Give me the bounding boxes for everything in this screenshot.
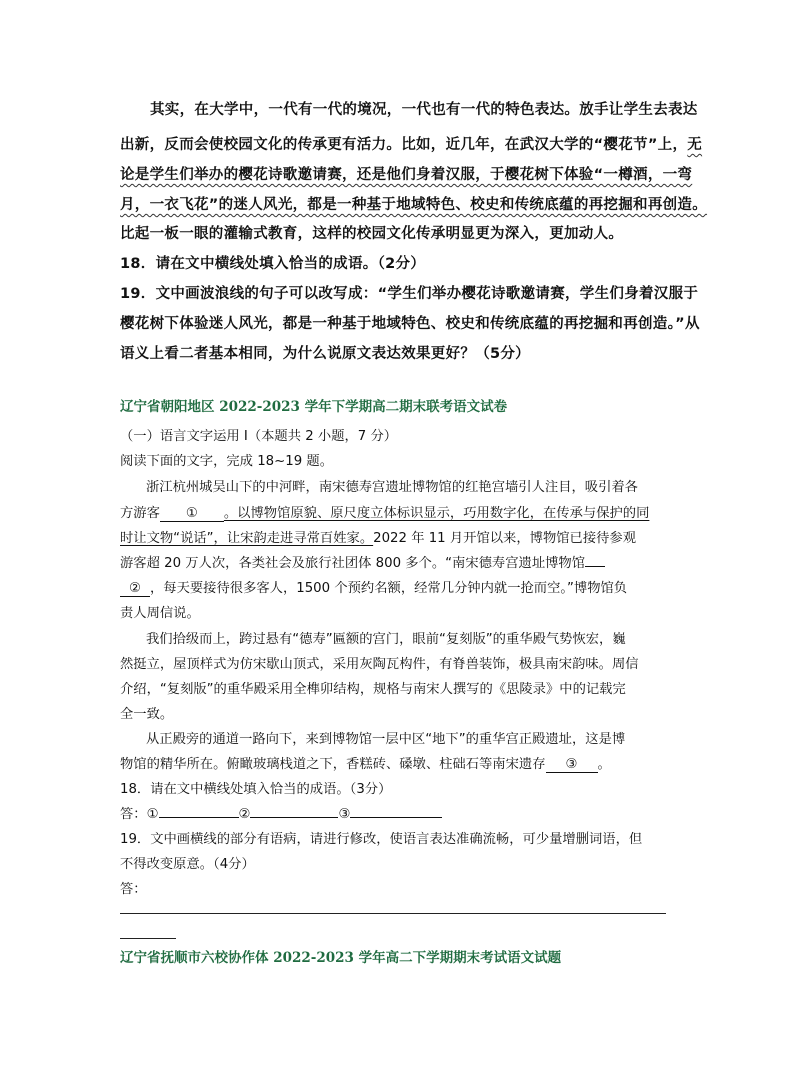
blank-1[interactable]: ① — [160, 507, 224, 522]
question-19: 19．文中画波浪线的句子可以改写成：“学生们举办樱花诗歌邀请赛，学生们身着汉服于 — [120, 286, 699, 302]
section-heading: 辽宁省朝阳地区 2022-2023 学年下学期高二期末联考语文试卷 — [120, 399, 508, 415]
paragraph-line: 全一致。 — [120, 707, 174, 722]
text-segment: 游客超 20 万人次，各类社会及旅行社团体 800 多个。“南宋德寿宫遗址博物馆 — [120, 556, 586, 571]
answer-1-label: ① — [146, 807, 159, 822]
question-18: 18．请在文中横线处填入恰当的成语。（2分） — [120, 256, 426, 272]
part-title: （一）语言文字运用 Ⅰ（本题共 2 小题，7 分） — [120, 429, 398, 444]
text-segment: ，每天要接待很多客人，1500 个预约名额，经常几分钟内就一抢而空。”博物馆负 — [150, 581, 628, 596]
paragraph-line — [120, 753, 611, 773]
wavy-underlined-line: 月，一衣飞花”的迷人风光，都是一种基于地域特色、校史和传统底蕴的再挖掘和再创造。 — [120, 197, 708, 213]
blank-3[interactable]: ③ — [546, 758, 598, 773]
section-heading: 辽宁省抚顺市六校协作体 2022-2023 学年高二下学期期末考试语文试题 — [120, 950, 562, 966]
paragraph-line — [120, 527, 636, 546]
footnote-separator — [120, 938, 176, 939]
question-19-line: 樱花树下体验迷人风光，都是一种基于地域特色、校史和传统底蕴的再挖掘和再创造。”从 — [120, 316, 700, 332]
paragraph-line: 其实，在大学中，一代有一代的境况，一代也有一代的特色表达。放手让学生去表达 — [150, 102, 698, 118]
wavy-underlined-line: 论是学生们举办的樱花诗歌邀请赛，还是他们身着汉服，于樱花树下体验“一樽酒，一弯 — [120, 167, 693, 183]
text-segment: 出新，反而会使校园文化的传承更有活力。比如，近几年，在武汉大学的“樱花节”上， — [120, 137, 688, 153]
paragraph-line: 责人周信说。 — [120, 606, 200, 621]
blank-2[interactable]: ② — [120, 582, 150, 597]
answer-label: 答： — [120, 807, 147, 822]
instruction: 阅读下面的文字，完成 18~19 题。 — [120, 454, 333, 469]
question-18: 18．请在文中横线处填入恰当的成语。（3分） — [120, 782, 392, 797]
question-19-line: 语义上看二者基本相同，为什么说原文表达效果更好？（5分） — [120, 346, 530, 362]
paragraph-line — [120, 133, 702, 154]
text-segment: 物馆的精华所在。俯瞰玻璃栈道之下，香糕砖、磉墩、柱础石等南宋遗存 — [120, 757, 546, 772]
answer-line — [120, 803, 442, 822]
text-segment: 2022 年 11 月开馆以来，博物馆已接待参观 — [373, 531, 637, 546]
answer-label: 答： — [120, 882, 147, 897]
paragraph-line — [120, 577, 627, 597]
paragraph-line: 比起一板一眼的灌输式教育，这样的校园文化传承明显更为深入，更加动人。 — [120, 226, 624, 242]
paragraph-line: 浙江杭州城吴山下的中河畔，南宋德寿宫遗址博物馆的红艳宫墙引人注目，吸引着各 — [146, 480, 638, 495]
question-19: 19．文中画横线的部分有语病，请进行修改，使语言表达准确流畅，可少量增删词语，但 — [120, 832, 643, 847]
blank-2-start[interactable] — [585, 565, 605, 567]
question-19-line: 不得改变原意。（4分） — [120, 857, 255, 872]
underlined-text: 。以博物馆原貌、原尺度立体标识显示，巧用数字化，在传承与保护的同 — [223, 506, 650, 521]
paragraph-line: 我们拾级而上，跨过悬有“德寿”匾额的宫门，眼前“复刻版”的重华殿气势恢宏，巍 — [146, 632, 626, 647]
wavy-underlined-text: 无 — [687, 137, 703, 153]
text-segment: 。 — [597, 757, 611, 772]
paragraph-line — [120, 552, 605, 571]
text-segment: 方游客 — [120, 506, 160, 521]
paragraph-line — [120, 502, 649, 522]
answer-2-label: ② — [238, 807, 251, 822]
answer-1-field[interactable] — [159, 816, 239, 818]
underlined-text: 时让文物“说话”，让宋韵走进寻常百姓家。 — [120, 531, 374, 546]
answer-3-field[interactable] — [350, 816, 442, 818]
paragraph-line: 介绍，“复刻版”的重华殿采用全榫卯结构，规格与南宋人撰写的《思陵录》中的记载完 — [120, 682, 626, 697]
answer-3-label: ③ — [338, 807, 351, 822]
paragraph-line: 从正殿旁的通道一路向下，来到博物馆一层中区“地下”的重华宫正殿遗址，这是博 — [146, 732, 626, 747]
answer-rule — [120, 913, 666, 914]
answer-2-field[interactable] — [250, 816, 338, 818]
paragraph-line: 然挺立，屋顶样式为仿宋歇山顶式，采用灰陶瓦构件，有脊兽装饰，极具南宋韵味。周信 — [120, 657, 639, 672]
